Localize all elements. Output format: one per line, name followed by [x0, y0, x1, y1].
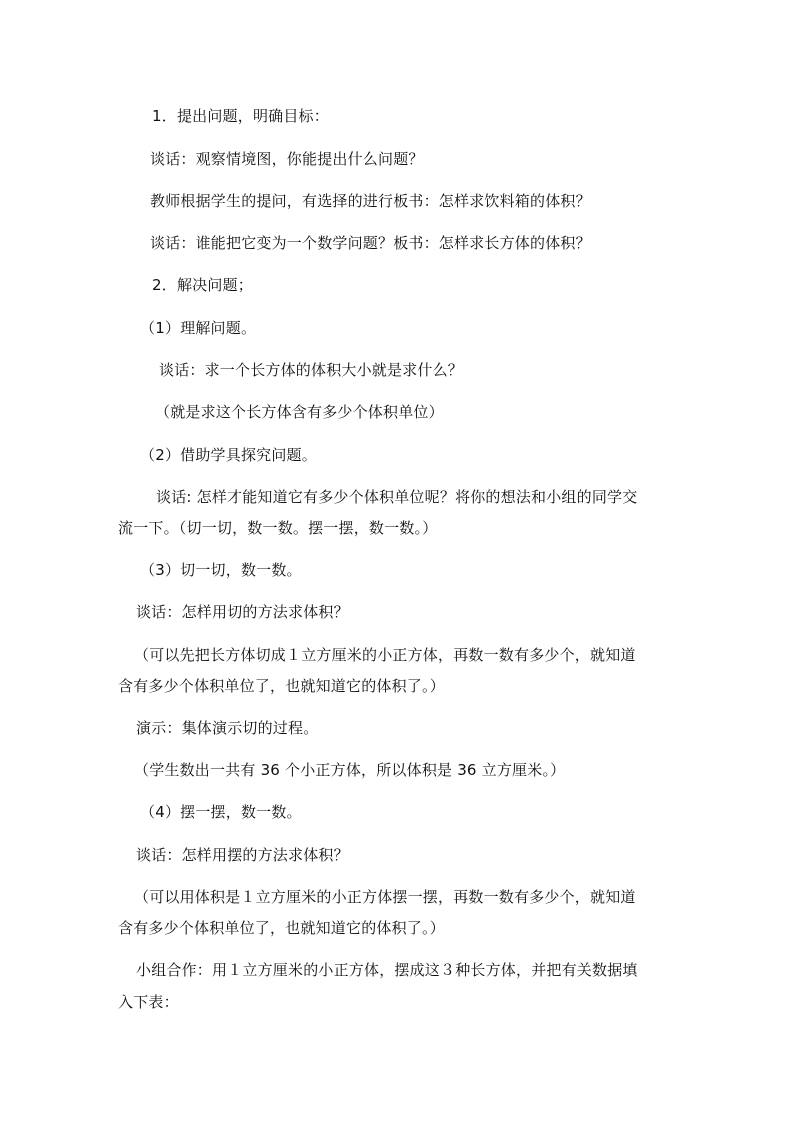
paragraph-line: 谈话：求一个长方体的体积大小就是求什么？ — [159, 361, 464, 379]
subsection-heading: （2）借助学具探究问题。 — [140, 446, 317, 464]
paragraph-line: 谈话：观察情境图，你能提出什么问题？ — [150, 150, 424, 168]
paragraph-line: 谈话：怎样用切的方法求体积？ — [136, 603, 349, 621]
paragraph-line: （可以先把长方体切成１立方厘米的小正方体，再数一数有多少个，就知道 — [134, 646, 636, 664]
paragraph-line: 谈话：怎样用摆的方法求体积？ — [136, 846, 349, 864]
paragraph-line: 入下表： — [118, 993, 179, 1011]
paragraph-line: 含有多少个体积单位了，也就知道它的体积了。） — [118, 677, 445, 695]
paragraph-line: 谈话：谁能把它变为一个数学问题？板书：怎样求长方体的体积？ — [150, 234, 591, 252]
step-2-heading: 2．解决问题； — [152, 276, 253, 294]
paragraph-line: 教师根据学生的提问，有选择的进行板书：怎样求饮料箱的体积？ — [150, 192, 591, 210]
paragraph-line: 演示：集体演示切的过程。 — [136, 719, 319, 737]
paragraph-line: 含有多少个体积单位了，也就知道它的体积了。） — [118, 919, 445, 937]
paragraph-line: （可以用体积是１立方厘米的小正方体摆一摆，再数一数有多少个，就知道 — [134, 888, 636, 906]
paragraph-line: （学生数出一共有 36 个小正方体，所以体积是 36 立方厘米。） — [134, 761, 566, 779]
paragraph-line: （就是求这个长方体含有多少个体积单位） — [155, 403, 444, 421]
subsection-heading: （4）摆一摆，数一数。 — [140, 803, 302, 821]
step-1-heading: 1．提出问题，明确目标： — [152, 107, 329, 125]
subsection-heading: （3）切一切，数一数。 — [140, 561, 302, 579]
paragraph-line: 谈话: 怎样才能知道它有多少个体积单位呢？将你的想法和小组的同学交 — [156, 488, 638, 506]
subsection-heading: （1）理解问题。 — [140, 319, 257, 337]
paragraph-line: 流一下。（切一切，数一数。摆一摆，数一数。） — [118, 519, 438, 537]
paragraph-line: 小组合作：用１立方厘米的小正方体，摆成这３种长方体，并把有关数据填 — [136, 961, 638, 979]
